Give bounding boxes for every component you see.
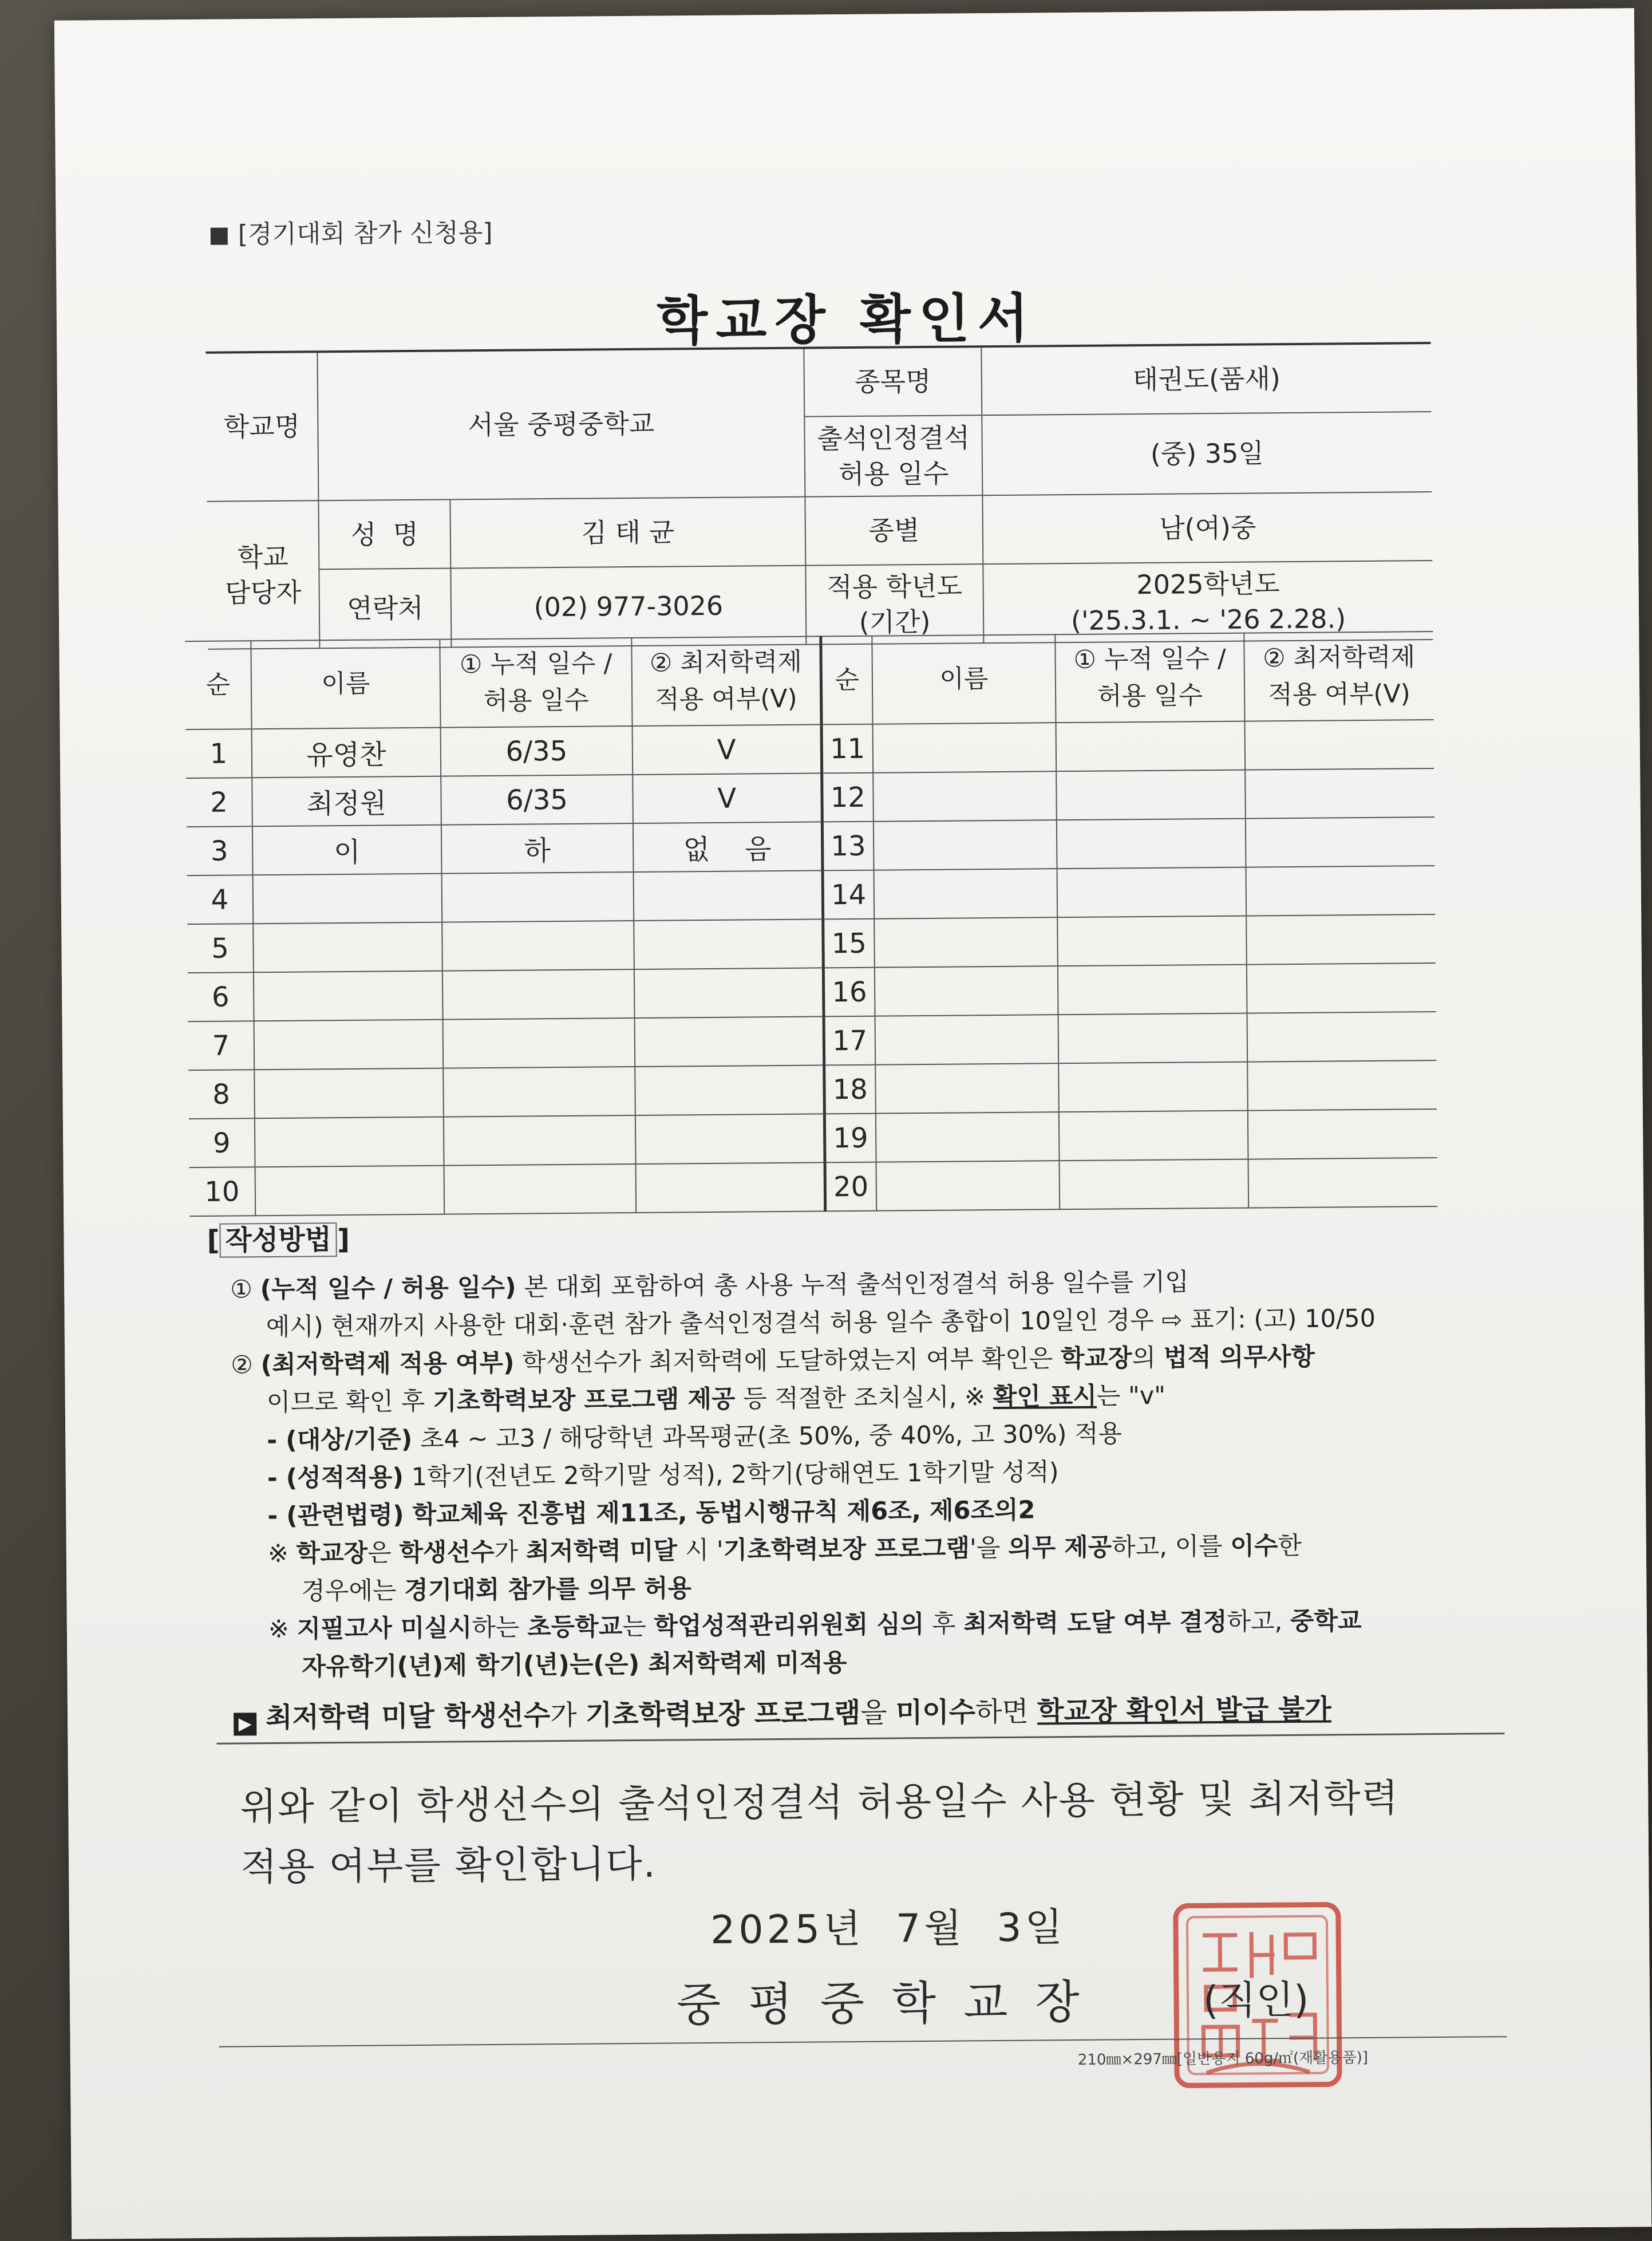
- col-academic: ② 최저학력제 적용 여부(V): [631, 636, 821, 726]
- cell-days: 하: [441, 823, 634, 874]
- absence-value: (중) 35일: [982, 412, 1432, 495]
- instruction-1-example: 예시) 현재까지 사용한 대회·훈련 참가 출석인정결석 허용 일수 총합이 10일인 경우 ⇨ 표기: (고) 10/50: [266, 1304, 1376, 1342]
- cell-name: [255, 1166, 445, 1216]
- cell-check: [1248, 1109, 1437, 1159]
- document-title: 학교장 확인서: [656, 287, 1037, 352]
- name-value: 김 태 균: [450, 497, 805, 569]
- cell-no: 20: [825, 1162, 877, 1212]
- cell-check: [634, 968, 824, 1018]
- instruction-2: ② (최저학력제 적용 여부) 학생선수가 최저학력에 도달하였는지 여부 확인은 학교장의 법적 의무사항: [231, 1342, 1315, 1380]
- cell-name: [254, 971, 443, 1021]
- cell-days: 6/35: [441, 726, 633, 776]
- cell-name: [876, 1112, 1060, 1162]
- cell-name: [874, 820, 1057, 870]
- student-list-table: [185, 631, 1437, 1217]
- cell-name: 최정원: [252, 776, 441, 827]
- cell-name: [875, 1063, 1059, 1114]
- school-info-table: [205, 342, 1433, 650]
- contact-value: (02) 977-3026: [450, 566, 806, 648]
- col-days-right: ① 누적 일수 / 허용 일수: [1055, 633, 1244, 723]
- cell-name: 유영찬: [252, 728, 441, 778]
- cell-name: [254, 1068, 444, 1119]
- cell-check: [635, 1016, 824, 1067]
- note-1-line2: 경우에는 경기대회 참가를 의무 허용: [301, 1574, 692, 1606]
- cell-days: 6/35: [441, 775, 633, 825]
- col-no: 순: [185, 641, 251, 729]
- cell-no: 17: [824, 1016, 876, 1066]
- cell-no: 5: [187, 924, 254, 973]
- cell-name: 이: [252, 825, 442, 875]
- cell-check: [1245, 720, 1434, 770]
- col-academic-right: ② 최저학력제 적용 여부(V): [1244, 632, 1433, 721]
- cell-check: V: [633, 724, 822, 775]
- cell-check: [1247, 1060, 1437, 1111]
- cell-days: [1056, 721, 1246, 772]
- cell-no: 15: [823, 919, 875, 968]
- year-label: 적용 학년도 (기간): [805, 564, 983, 645]
- cell-days: [1060, 1159, 1249, 1210]
- confirmation-statement: 위와 같이 학생선수의 출석인정결석 허용일수 사용 현황 및 최저학력 적용 여부를 확인합니다.: [240, 1776, 1400, 1889]
- cell-days: [1057, 819, 1246, 869]
- cell-days: [1058, 1062, 1248, 1112]
- cell-no: 18: [824, 1065, 876, 1114]
- paper-spec: 210㎜×297㎜[일반용지 60g/㎡(재활용품)]: [1077, 2049, 1369, 2069]
- cell-check: [635, 1065, 824, 1115]
- cell-check: 없 음: [633, 822, 823, 872]
- cell-no: 4: [187, 875, 254, 924]
- detail-law: - (관련법령) 학교체육 진흥법 제11조, 동법시행규칙 제6조, 제6조의2: [267, 1496, 1036, 1531]
- cell-check: [634, 870, 823, 921]
- cell-days: [444, 1115, 636, 1166]
- cell-check: [1247, 1012, 1437, 1062]
- cell-days: [442, 872, 634, 922]
- cell-no: 19: [824, 1114, 876, 1163]
- note-2-line2: 자유학기(년)제 학기(년)는(은) 최저학력제 미적용: [302, 1648, 847, 1682]
- cell-no: 9: [189, 1118, 255, 1167]
- cell-name: [875, 1015, 1059, 1065]
- category-label: 종별: [805, 495, 983, 565]
- cell-check: [1248, 1158, 1438, 1208]
- arrow-right-icon: ▶: [234, 1713, 256, 1735]
- cell-days: [1056, 770, 1246, 820]
- cell-check: [1246, 817, 1435, 867]
- note-1: ※ 학교장은 학생선수가 최저학력 미달 시 '기초학력보장 프로그램'을 의무 제공하고, 이를 이수한: [267, 1531, 1302, 1569]
- cell-check: [1246, 866, 1436, 916]
- cell-name: [254, 1020, 444, 1070]
- instruction-2-line2: 이므로 확인 후 기초학력보장 프로그램 제공 등 적절한 조치실시, ※ 확인 표시는 "v": [266, 1381, 1166, 1418]
- cell-name: [253, 874, 442, 924]
- cell-days: [1058, 965, 1247, 1015]
- cell-days: [442, 921, 634, 971]
- square-bullet-icon: [211, 228, 228, 245]
- cell-name: [253, 922, 442, 973]
- signature-date: 2025년 7월 3일: [710, 1905, 1066, 1953]
- school-value: 서울 중평중학교: [317, 348, 805, 501]
- cell-no: 6: [188, 972, 254, 1021]
- cell-check: [634, 919, 823, 969]
- cell-name: [876, 1161, 1060, 1211]
- cell-no: 13: [822, 822, 874, 871]
- form-type-note: [경기대회 참가 신청용]: [210, 212, 492, 251]
- cell-name: [873, 723, 1057, 773]
- cell-days: [443, 1018, 635, 1068]
- detail-target: - (대상/기준) 초4 ~ 고3 / 해당학년 과목평균(초 50%, 중 40%, 고 30%) 적용: [267, 1419, 1123, 1455]
- cell-check: [1246, 914, 1436, 965]
- document-paper: [54, 8, 1651, 2239]
- seal-label: (직인): [1203, 1977, 1309, 2024]
- name-label: 성 명: [318, 499, 450, 569]
- cell-name: [874, 869, 1058, 919]
- col-no-right: 순: [820, 636, 872, 725]
- cell-no: 12: [821, 773, 874, 822]
- cell-days: [1058, 1013, 1248, 1064]
- cell-name: [873, 771, 1057, 822]
- col-name-right: 이름: [872, 634, 1056, 724]
- cell-check: V: [633, 773, 822, 823]
- cell-days: [1059, 1111, 1248, 1161]
- cell-check: [1247, 963, 1436, 1013]
- instruction-1: ① (누적 일수 / 허용 일수) 본 대회 포함하여 총 사용 누적 출석인정결석 허용 일수를 기입: [230, 1268, 1189, 1304]
- cell-check: [1245, 768, 1434, 819]
- cell-no: 8: [188, 1070, 255, 1119]
- manager-label: 학교 담당자: [207, 500, 319, 649]
- cell-no: 3: [187, 826, 253, 875]
- final-warning: ▶ 최저학력 미달 학생선수가 기초학력보장 프로그램을 미이수하면 학교장 확인서 발급 불가: [234, 1689, 1493, 1737]
- category-value: 남(여)중: [982, 492, 1432, 564]
- cell-days: [444, 1164, 637, 1214]
- cell-no: 14: [823, 870, 875, 920]
- cell-days: [443, 1067, 635, 1117]
- cell-name: [255, 1117, 444, 1167]
- cell-no: 2: [186, 778, 252, 827]
- principal-title: 중평중학교장: [676, 1975, 1108, 2032]
- note-2: ※ 지필고사 미실시하는 초등학교는 학업성적관리위원회 심의 후 최저학력 도달 여부 결정하고, 중학교: [268, 1607, 1362, 1644]
- cell-check: [635, 1114, 825, 1164]
- school-label: 학교명: [205, 352, 318, 502]
- cell-no: 11: [821, 724, 874, 774]
- cell-days: [1057, 867, 1247, 918]
- cell-name: [874, 917, 1058, 968]
- cell-no: 7: [188, 1021, 255, 1070]
- event-label: 종목명: [804, 346, 982, 416]
- cell-no: 10: [189, 1167, 256, 1216]
- cell-no: 16: [823, 968, 875, 1017]
- year-value: 2025학년도 ('25.3.1. ~ '26 2.28.): [983, 561, 1433, 643]
- absence-label: 출석인정결석 허용 일수: [804, 415, 982, 496]
- event-value: 태권도(품새): [981, 343, 1431, 415]
- instructions-title: [ 작성방법 ]: [207, 1223, 350, 1257]
- cell-no: 1: [186, 729, 252, 778]
- cell-days: [1057, 916, 1247, 966]
- cell-name: [875, 966, 1058, 1016]
- detail-grades: - (성적적용) 1학기(전년도 2학기말 성적), 2학기(당해연도 1학기말 성적): [267, 1458, 1059, 1493]
- col-days: ① 누적 일수 / 허용 일수: [440, 638, 632, 728]
- contact-label: 연락처: [319, 568, 451, 648]
- instructions: [207, 1212, 1493, 1737]
- cell-days: [442, 969, 635, 1020]
- table-row: [189, 1158, 1438, 1216]
- col-name: 이름: [251, 640, 440, 729]
- cell-check: [636, 1162, 825, 1213]
